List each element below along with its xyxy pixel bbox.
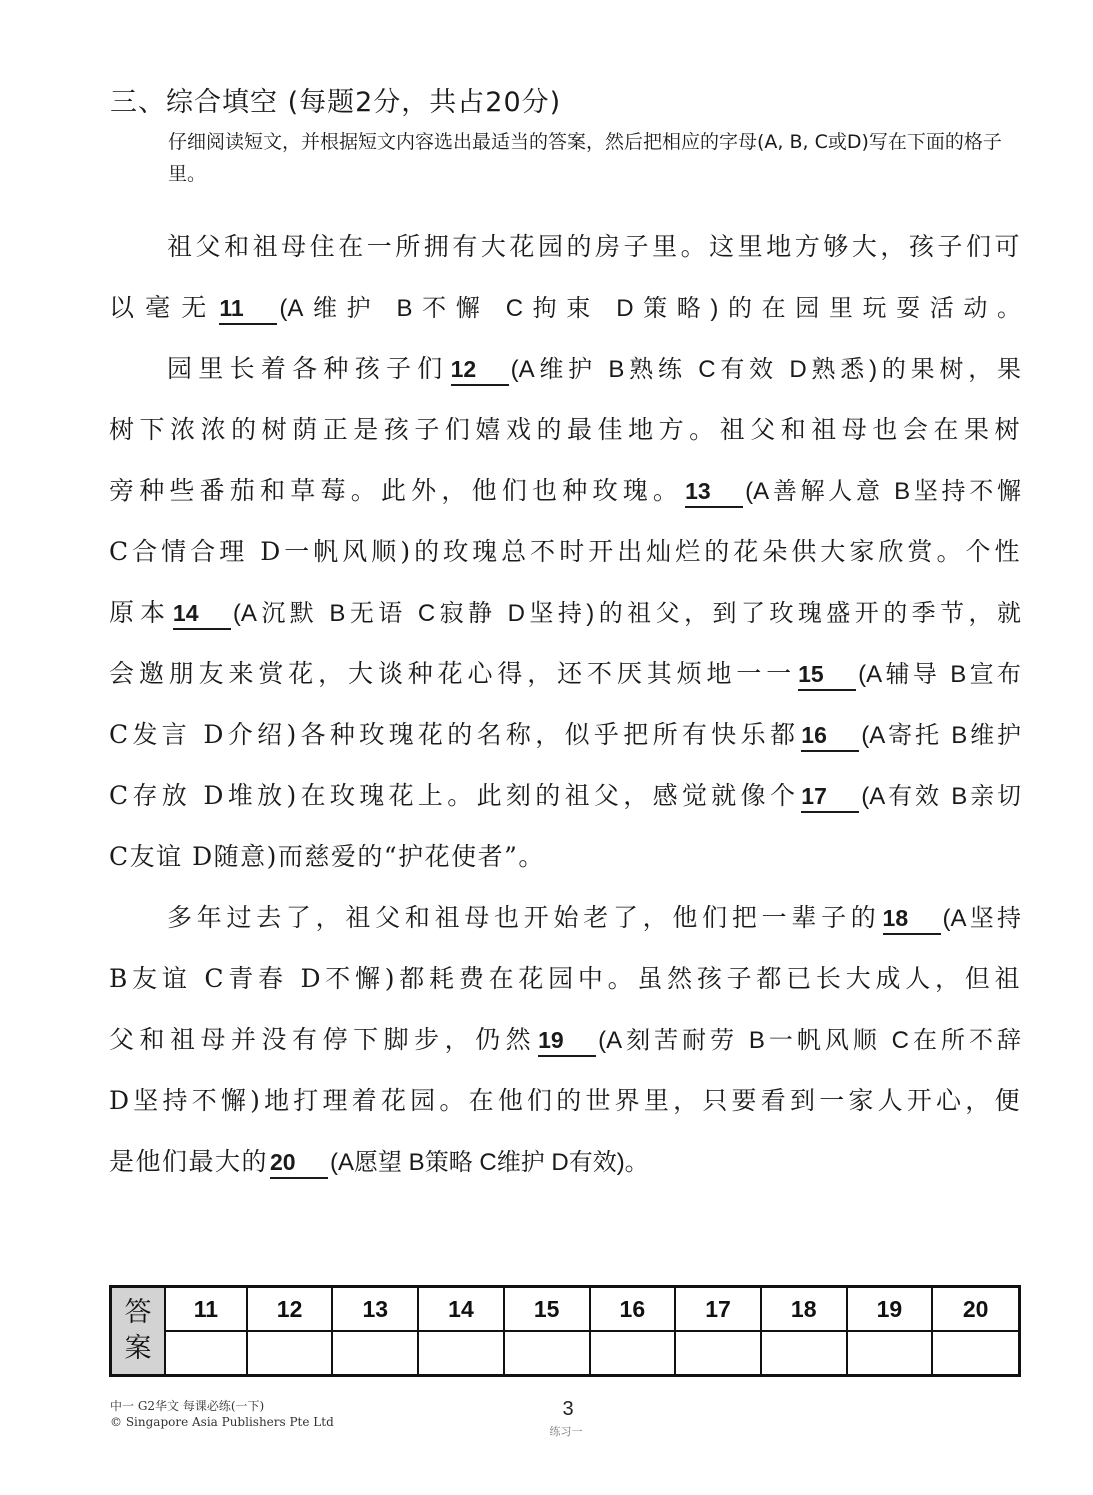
passage-line (109, 771, 1021, 832)
answer-label-char: 答 (124, 1297, 152, 1328)
question-number-19: 19 (847, 1287, 933, 1332)
line-text: 多年过去了，祖父和祖母也开始老了，他们把一辈子的 (167, 903, 881, 932)
answer-row (111, 1331, 1020, 1376)
answer-label-char: 案 (124, 1333, 152, 1364)
line-text: B友谊 C青春 D不懈)都耗费在花园中。虽然孩子都已长大成人，但祖 (109, 964, 1021, 993)
passage-line (109, 222, 1021, 283)
passage-line (109, 527, 1021, 588)
question-number-14: 14 (418, 1287, 504, 1332)
line-text: 祖父和祖母住在一所拥有大花园的房子里。这里地方够大，孩子们可 (167, 232, 1021, 261)
question-number-16: 16 (590, 1287, 676, 1332)
answer-cell-20[interactable] (932, 1331, 1019, 1376)
blank-20: 20 (270, 1147, 328, 1179)
line-text: C友谊 D随意)而慈爱的“护花使者”。 (109, 842, 545, 871)
answer-label (111, 1287, 166, 1376)
line-text: 旁种些番茄和草莓。此外，他们也种玫瑰。 (109, 476, 684, 505)
answer-cell-14[interactable] (418, 1331, 504, 1376)
line-text: 会邀朋友来赏花，大谈种花心得，还不厌其烦地一一 (109, 659, 797, 688)
line-text: 原本 (109, 598, 171, 627)
blank-17: 17 (801, 781, 859, 813)
blank-16: 16 (801, 720, 859, 752)
passage-line (109, 405, 1021, 466)
line-text: 树下浓浓的树荫正是孩子们嬉戏的最佳地方。祖父和祖母也会在果树 (109, 415, 1021, 444)
options-text: (A善解人意 B坚持不懈 (745, 478, 1021, 505)
options-text: (A寄托 B维护 (861, 722, 1021, 749)
passage-line (109, 954, 1021, 1015)
blank-11: 11 (219, 293, 277, 325)
line-text: 是他们最大的 (109, 1147, 269, 1176)
question-number-18: 18 (761, 1287, 847, 1332)
line-text: 以毫无 (109, 293, 218, 322)
blank-14: 14 (173, 598, 231, 630)
blank-18: 18 (883, 903, 941, 935)
options-text: (A维护 B熟练 C有效 D熟悉)的果树，果 (510, 356, 1021, 383)
line-text: C合情合理 D一帆风顺)的玫瑰总不时开出灿烂的花朵供大家欣赏。个性 (109, 537, 1021, 566)
answer-cell-11[interactable] (165, 1331, 247, 1376)
book-title: 中一 G2华文 每课必练(一下) (110, 1399, 265, 1413)
answer-cell-18[interactable] (761, 1331, 847, 1376)
passage-line (109, 893, 1021, 954)
question-number-11: 11 (165, 1287, 247, 1332)
answer-table (109, 1285, 1021, 1377)
question-number-15: 15 (504, 1287, 590, 1332)
options-text: (A维护 B不懈 C拘束 D策略)的在园里玩耍活动。 (279, 295, 1021, 322)
options-text: (A愿望 B策略 C维护 D有效)。 (330, 1149, 649, 1176)
answer-cell-19[interactable] (847, 1331, 933, 1376)
passage-line (109, 710, 1021, 771)
line-text: C发言 D介绍)各种玫瑰花的名称，似乎把所有快乐都 (109, 720, 800, 749)
line-text: D坚持不懈)地打理着花园。在他们的世界里，只要看到一家人开心，便 (109, 1086, 1021, 1115)
line-text: 园里长着各种孩子们 (167, 354, 449, 383)
passage (109, 222, 1021, 1198)
options-text: (A沉默 B无语 C寂静 D坚持)的祖父，到了玫瑰盛开的季节，就 (232, 600, 1021, 627)
question-number-17: 17 (675, 1287, 761, 1332)
page-number: 3 (562, 1398, 574, 1420)
blank-13: 13 (685, 476, 743, 508)
options-text: (A坚持 (942, 905, 1021, 932)
passage-line (109, 588, 1021, 649)
blank-19: 19 (538, 1025, 596, 1057)
question-number-12: 12 (247, 1287, 333, 1332)
passage-line (109, 1076, 1021, 1137)
options-text: (A刻苦耐劳 B一帆风顺 C在所不辞 (598, 1027, 1021, 1054)
footer-credits (110, 1398, 334, 1430)
passage-line (109, 832, 1021, 893)
answer-cell-16[interactable] (590, 1331, 676, 1376)
answer-cell-13[interactable] (332, 1331, 418, 1376)
blank-15: 15 (798, 659, 856, 691)
answer-cell-12[interactable] (247, 1331, 333, 1376)
passage-line (109, 649, 1021, 710)
instructions: 仔细阅读短文，并根据短文内容选出最适当的答案，然后把相应的字母(A, B, C或D)写在下面的格子里。 (168, 131, 1002, 185)
passage-line (109, 1015, 1021, 1076)
question-number-20: 20 (932, 1287, 1019, 1332)
passage-line (109, 344, 1021, 405)
blank-12: 12 (451, 354, 509, 386)
passage-line (109, 466, 1021, 527)
copyright: © Singapore Asia Publishers Pte Ltd (110, 1415, 334, 1429)
answer-cell-15[interactable] (504, 1331, 590, 1376)
line-text: 父和祖母并没有停下脚步，仍然 (109, 1025, 537, 1054)
passage-line (109, 1137, 1021, 1198)
options-text: (A辅导 B宣布 (858, 661, 1021, 688)
passage-line (109, 283, 1021, 344)
exercise-label: 练习一 (549, 1425, 583, 1438)
question-number-13: 13 (332, 1287, 418, 1332)
line-text: C存放 D堆放)在玫瑰花上。此刻的祖父，感觉就像个 (109, 781, 800, 810)
section-title: 三、综合填空 (每题2分，共占20分) (110, 87, 562, 118)
question-number-row (111, 1287, 1020, 1332)
answer-cell-17[interactable] (675, 1331, 761, 1376)
options-text: (A有效 B亲切 (861, 783, 1021, 810)
